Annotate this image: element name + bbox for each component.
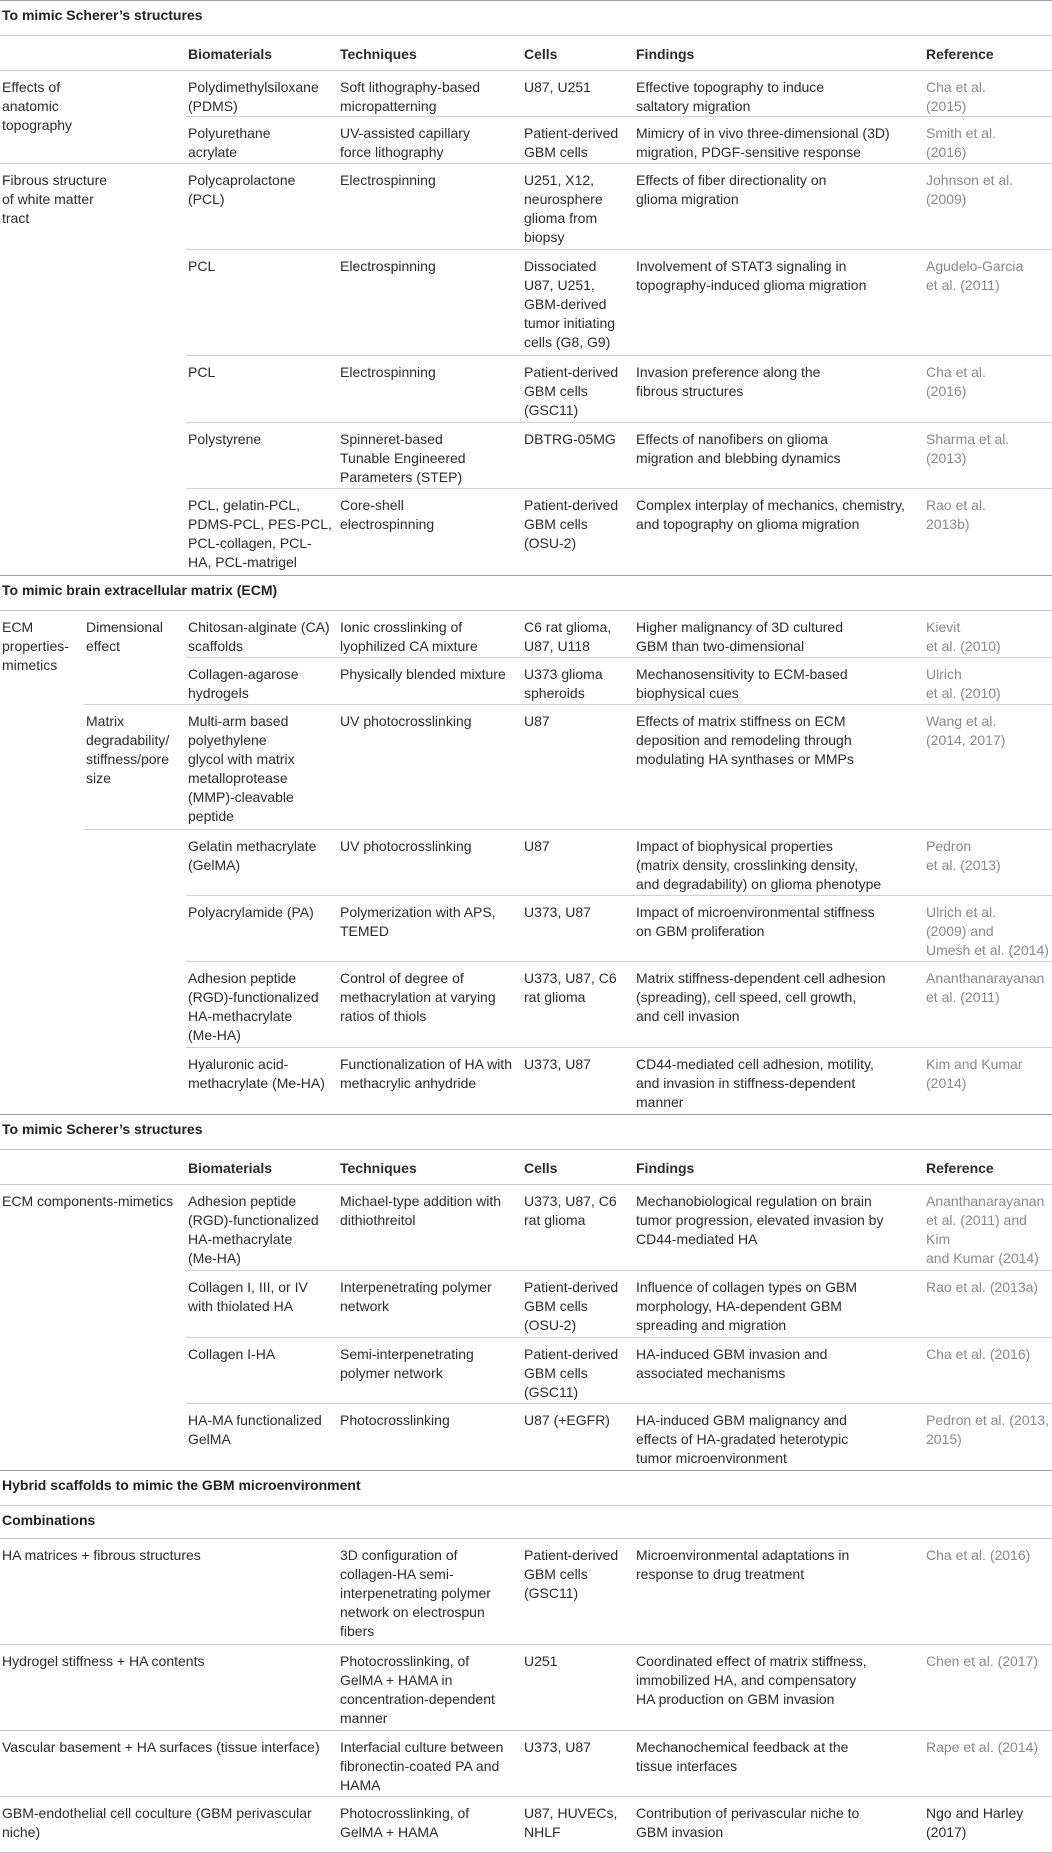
table-row bbox=[0, 830, 1052, 896]
technique-cell: Physically blended mixture bbox=[340, 666, 506, 682]
findings-cell: Microenvironmental adaptations in response to drug treatment bbox=[636, 1547, 850, 1582]
table-row bbox=[0, 250, 1052, 356]
findings-cell: Coordinated effect of matrix stiffness, immobilized HA, and compensatory HA production on GBM invasion bbox=[636, 1653, 867, 1707]
cells-cell: Patient-derived GBM cells (OSU-2) bbox=[524, 1279, 619, 1333]
table-header bbox=[0, 36, 1052, 71]
cells-cell: Patient-derived GBM cells (GSC11) bbox=[524, 1547, 619, 1601]
findings-cell: HA-induced GBM malignancy and effects of HA-gradated heterotypic tumor microenvironment bbox=[636, 1412, 849, 1466]
table-row bbox=[0, 164, 1052, 250]
findings-cell: Complex interplay of mechanics, chemistry, and topography on glioma migration bbox=[636, 497, 905, 532]
cells-cell: U87 (+EGFR) bbox=[524, 1412, 610, 1428]
subcategory-cell: Matrix degradability/ stiffness/pore size bbox=[86, 713, 170, 786]
header-cells: Cells bbox=[524, 1160, 558, 1176]
cells-cell: Patient-derived GBM cells bbox=[524, 125, 619, 160]
table-row bbox=[0, 1797, 1052, 1853]
section-title: To mimic Scherer’s structures bbox=[0, 1114, 1052, 1150]
reference-cell: Cha et al. (2016) bbox=[926, 1547, 1031, 1563]
technique-cell: Core-shell electrospinning bbox=[340, 497, 435, 532]
reference-cell: Agudelo-Garcia et al. (2011) bbox=[926, 258, 1024, 293]
technique-cell: UV photocrosslinking bbox=[340, 713, 472, 729]
cells-cell: Patient-derived GBM cells (GSC11) bbox=[524, 364, 619, 418]
reference-cell: Cha et al. (2016) bbox=[926, 364, 986, 399]
reference-cell: Chen et al. (2017) bbox=[926, 1653, 1039, 1669]
findings-cell: Impact of biophysical properties (matrix density, crosslinking density, and degradability) on glioma phenotype bbox=[636, 838, 882, 892]
table-row bbox=[0, 1645, 1052, 1731]
biomaterial-cell: PCL, gelatin-PCL, PDMS-PCL, PES-PCL, PCL-collagen, PCL- HA, PCL-matrigel bbox=[188, 497, 332, 570]
table-row bbox=[0, 896, 1052, 962]
technique-cell: Photocrosslinking, of GelMA + HAMA in concentration-dependent manner bbox=[340, 1653, 495, 1726]
reference-cell: Wang et al. (2014, 2017) bbox=[926, 713, 1006, 748]
reference-cell: Ulrich et al. (2010) bbox=[926, 666, 1001, 701]
table-row bbox=[0, 423, 1052, 489]
cells-cell: Patient-derived GBM cells (OSU-2) bbox=[524, 497, 619, 551]
findings-cell: Involvement of STAT3 signaling in topography-induced glioma migration bbox=[636, 258, 867, 293]
technique-cell: Photocrosslinking, of GelMA + HAMA bbox=[340, 1805, 470, 1840]
cells-cell: U373, U87 bbox=[524, 1739, 591, 1755]
section-subtitle: Combinations bbox=[0, 1506, 1052, 1539]
findings-cell: Mimicry of in vivo three-dimensional (3D) migration, PDGF-sensitive response bbox=[636, 125, 890, 160]
technique-cell: Control of degree of methacrylation at varying ratios of thiols bbox=[340, 970, 496, 1024]
cells-cell: U373, U87, C6 rat glioma bbox=[524, 1193, 617, 1228]
category-cell: ECM components-mimetics bbox=[2, 1193, 174, 1209]
biomaterial-cell: Multi-arm based polyethylene glycol with matrix metalloprotease (MMP)-cleavable peptide bbox=[188, 713, 295, 824]
header-findings: Findings bbox=[636, 1160, 695, 1176]
cells-cell: U373, U87, C6 rat glioma bbox=[524, 970, 617, 1005]
biomaterial-cell: Polydimethylsiloxane (PDMS) bbox=[188, 79, 319, 114]
header-biomaterials: Biomaterials bbox=[188, 1160, 273, 1176]
table-row bbox=[0, 1404, 1052, 1470]
reference-cell: Pedron et al. (2013, 2015) bbox=[926, 1412, 1049, 1447]
table-row bbox=[0, 1048, 1052, 1114]
section-title: To mimic brain extracellular matrix (ECM) bbox=[0, 575, 1052, 611]
table-row bbox=[0, 658, 1052, 705]
technique-cell: Electrospinning bbox=[340, 172, 436, 188]
biomaterial-cell: Collagen-agarose hydrogels bbox=[188, 666, 299, 701]
table-row bbox=[0, 1539, 1052, 1645]
biomaterial-cell: Polystyrene bbox=[188, 431, 262, 447]
biomaterial-cell: Polyacrylamide (PA) bbox=[188, 904, 314, 920]
header-biomaterials: Biomaterials bbox=[188, 46, 273, 62]
category-cell: Fibrous structure of white matter tract bbox=[2, 172, 108, 226]
reference-cell: Johnson et al. (2009) bbox=[926, 172, 1014, 207]
cells-cell: U373, U87 bbox=[524, 1056, 591, 1072]
reference-cell: Smith et al. (2016) bbox=[926, 125, 997, 160]
reference-cell: Kim and Kumar (2014) bbox=[926, 1056, 1023, 1091]
biomaterial-cell: HA-MA functionalized GelMA bbox=[188, 1412, 322, 1447]
table-row bbox=[0, 489, 1052, 575]
technique-cell: Michael-type addition with dithiothreitol bbox=[340, 1193, 502, 1228]
header-cells: Cells bbox=[524, 46, 558, 62]
cells-cell: U373, U87 bbox=[524, 904, 591, 920]
findings-cell: Mechanochemical feedback at the tissue interfaces bbox=[636, 1739, 849, 1774]
table-row bbox=[0, 1185, 1052, 1271]
table-row bbox=[0, 705, 1052, 830]
table-row bbox=[0, 1338, 1052, 1404]
header-techniques: Techniques bbox=[340, 46, 417, 62]
findings-cell: HA-induced GBM invasion and associated mechanisms bbox=[636, 1346, 828, 1381]
biomaterial-cell: Gelatin methacrylate (GelMA) bbox=[188, 838, 317, 873]
findings-cell: Mechanosensitivity to ECM-based biophysical cues bbox=[636, 666, 848, 701]
cells-cell: U87 bbox=[524, 838, 550, 854]
findings-cell: Effects of nanofibers on glioma migration and blebbing dynamics bbox=[636, 431, 841, 466]
section-title: To mimic Scherer’s structures bbox=[0, 0, 1052, 36]
reference-cell: Rape et al. (2014) bbox=[926, 1739, 1039, 1755]
table-row bbox=[0, 117, 1052, 164]
biomaterial-cell: PCL bbox=[188, 258, 216, 274]
subcategory-cell: Dimensional effect bbox=[86, 619, 164, 654]
findings-cell: CD44-mediated cell adhesion, motility, and invasion in stiffness-dependent manner bbox=[636, 1056, 874, 1110]
biomaterial-cell: Adhesion peptide (RGD)-functionalized HA-methacrylate (Me-HA) bbox=[188, 970, 319, 1043]
biomaterial-cell: Collagen I, III, or IV with thiolated HA bbox=[188, 1279, 308, 1314]
cells-cell: U87, U251 bbox=[524, 79, 591, 95]
table-row bbox=[0, 962, 1052, 1048]
header-techniques: Techniques bbox=[340, 1160, 417, 1176]
technique-cell: Soft lithography-based micropatterning bbox=[340, 79, 481, 114]
combination-cell: Hydrogel stiffness + HA contents bbox=[2, 1653, 205, 1669]
technique-cell: 3D configuration of collagen-HA semi- interpenetrating polymer network on electrospun fibers bbox=[340, 1547, 491, 1639]
category-cell: Effects of anatomic topography bbox=[2, 79, 73, 133]
technique-cell: Semi-interpenetrating polymer network bbox=[340, 1346, 474, 1381]
technique-cell: Interpenetrating polymer network bbox=[340, 1279, 492, 1314]
biomaterial-cell: Polycaprolactone (PCL) bbox=[188, 172, 296, 207]
findings-cell: Invasion preference along the fibrous structures bbox=[636, 364, 821, 399]
table-row bbox=[0, 611, 1052, 673]
combination-cell: GBM-endothelial cell coculture (GBM perivascular niche) bbox=[2, 1805, 312, 1840]
cells-cell: U251 bbox=[524, 1653, 558, 1669]
biomaterial-cell: Chitosan-alginate (CA) scaffolds bbox=[188, 619, 330, 654]
findings-cell: Matrix stiffness-dependent cell adhesion (spreading), cell speed, cell growth, and cell invasion bbox=[636, 970, 886, 1024]
technique-cell: Spinneret-based Tunable Engineered Parameters (STEP) bbox=[340, 431, 466, 485]
reference-cell: Ananthanarayanan et al. (2011) and Kim and Kumar (2014) bbox=[926, 1193, 1045, 1266]
findings-cell: Contribution of perivascular niche to GBM invasion bbox=[636, 1805, 860, 1840]
table-header bbox=[0, 1150, 1052, 1185]
reference-cell: Pedron et al. (2013) bbox=[926, 838, 1001, 873]
reference-cell: Ngo and Harley (2017) bbox=[926, 1805, 1024, 1840]
table-row bbox=[0, 1731, 1052, 1797]
technique-cell: Interfacial culture between fibronectin-coated PA and HAMA bbox=[340, 1739, 504, 1793]
header-reference: Reference bbox=[926, 46, 994, 62]
technique-cell: UV photocrosslinking bbox=[340, 838, 472, 854]
table-row bbox=[0, 356, 1052, 423]
technique-cell: Polymerization with APS, TEMED bbox=[340, 904, 496, 939]
biomaterial-cell: Adhesion peptide (RGD)-functionalized HA-methacrylate (Me-HA) bbox=[188, 1193, 319, 1266]
findings-cell: Higher malignancy of 3D cultured GBM than two-dimensional bbox=[636, 619, 843, 654]
technique-cell: Photocrosslinking bbox=[340, 1412, 450, 1428]
reference-cell: Cha et al. (2015) bbox=[926, 79, 986, 114]
reference-cell: Cha et al. (2016) bbox=[926, 1346, 1031, 1362]
biomaterial-cell: Polyurethane acrylate bbox=[188, 125, 271, 160]
technique-cell: Functionalization of HA with methacrylic anhydride bbox=[340, 1056, 512, 1091]
technique-cell: UV-assisted capillary force lithography bbox=[340, 125, 470, 160]
category-cell: ECM properties- mimetics bbox=[2, 619, 69, 673]
reference-cell: Rao et al. 2013b) bbox=[926, 497, 986, 532]
table-row bbox=[0, 1271, 1052, 1338]
cells-cell: U251, X12, neurosphere glioma from biopsy bbox=[524, 172, 603, 245]
section-title: Hybrid scaffolds to mimic the GBM microenvironment bbox=[0, 1470, 1052, 1506]
findings-cell: Mechanobiological regulation on brain tumor progression, elevated invasion by CD44-mediated HA bbox=[636, 1193, 884, 1247]
combination-cell: Vascular basement + HA surfaces (tissue interface) bbox=[2, 1739, 320, 1755]
cells-cell: U87 bbox=[524, 713, 550, 729]
cells-cell: U87, HUVECs, NHLF bbox=[524, 1805, 618, 1840]
technique-cell: Electrospinning bbox=[340, 364, 436, 380]
findings-cell: Influence of collagen types on GBM morphology, HA-dependent GBM spreading and migration bbox=[636, 1279, 858, 1333]
table-row bbox=[0, 71, 1052, 133]
cells-cell: Dissociated U87, U251, GBM-derived tumor initiating cells (G8, G9) bbox=[524, 258, 616, 350]
reference-cell: Ulrich et al. (2009) and Umesh et al. (2014) bbox=[926, 904, 1049, 958]
cells-cell: C6 rat glioma, U87, U118 bbox=[524, 619, 612, 654]
technique-cell: Electrospinning bbox=[340, 258, 436, 274]
findings-cell: Effective topography to induce saltatory migration bbox=[636, 79, 825, 114]
findings-cell: Effects of fiber directionality on glioma migration bbox=[636, 172, 827, 207]
reference-cell: Ananthanarayanan et al. (2011) bbox=[926, 970, 1045, 1005]
cells-cell: U373 glioma spheroids bbox=[524, 666, 603, 701]
findings-cell: Impact of microenvironmental stiffness on GBM proliferation bbox=[636, 904, 875, 939]
reference-cell: Kievit et al. (2010) bbox=[926, 619, 1001, 654]
biomaterial-cell: Hyaluronic acid- methacrylate (Me-HA) bbox=[188, 1056, 325, 1091]
technique-cell: Ionic crosslinking of lyophilized CA mixture bbox=[340, 619, 478, 654]
cells-cell: Patient-derived GBM cells (GSC11) bbox=[524, 1346, 619, 1400]
header-reference: Reference bbox=[926, 1160, 994, 1176]
reference-cell: Sharma et al. (2013) bbox=[926, 431, 1010, 466]
reference-cell: Rao et al. (2013a) bbox=[926, 1279, 1039, 1295]
combination-cell: HA matrices + fibrous structures bbox=[2, 1547, 201, 1563]
biomaterial-cell: Collagen I-HA bbox=[188, 1346, 276, 1362]
cells-cell: DBTRG-05MG bbox=[524, 431, 616, 447]
findings-cell: Effects of matrix stiffness on ECM deposition and remodeling through modulating HA synthases or MMPs bbox=[636, 713, 854, 767]
biomaterial-cell: PCL bbox=[188, 364, 216, 380]
header-findings: Findings bbox=[636, 46, 695, 62]
